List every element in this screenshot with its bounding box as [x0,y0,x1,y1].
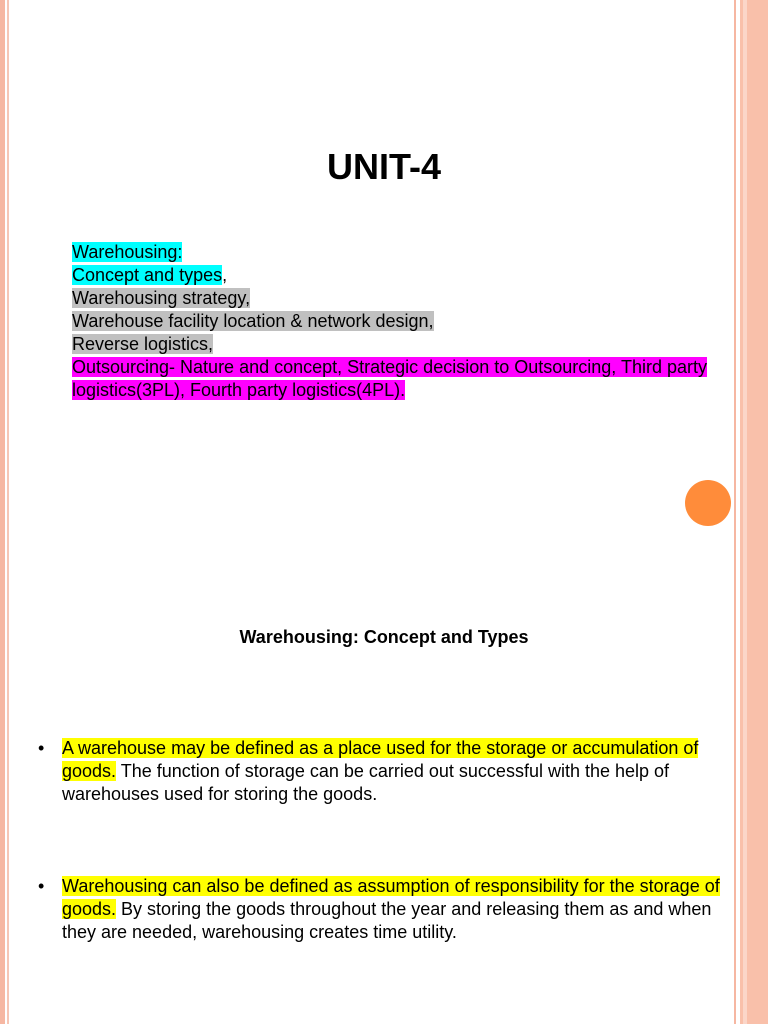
bullet-body: The function of storage can be carried out successful with the help of warehouses used for storing the goods. [62,761,670,804]
topic-strategy: Warehousing strategy, [72,288,251,308]
page-title: UNIT-4 [326,146,441,187]
topic-line [72,310,712,333]
orange-dot-decoration [685,480,731,526]
topic-facility-location: Warehouse facility location & network design, [72,311,434,331]
topic-comma: , [222,265,228,285]
bullet-item [38,875,728,944]
topic-warehousing: Warehousing: [72,242,183,262]
topic-outsourcing: Outsourcing- Nature and concept, Strategic decision to Outsourcing, Third party logistics(3PL), Fourth party logistics(4PL). [72,357,707,400]
section-heading: Warehousing: Concept and Types [239,627,529,647]
bullet-marker: • [38,876,45,896]
topic-list [72,241,712,402]
bullet-highlight: A warehouse may be defined as a place used for the storage or accumulation of goods. [62,738,699,781]
topic-line [72,264,712,287]
topic-concept-types: Concept and types [72,265,223,285]
topic-line [72,333,712,356]
bullet-text [62,875,728,944]
topic-line [72,241,712,264]
topic-line [72,287,712,310]
topic-line [72,356,712,402]
bullet-marker: • [38,738,45,758]
bullet-body: By storing the goods throughout the year and releasing them as and when they are needed, warehousing creates time utility. [62,899,712,942]
bullet-highlight: Warehousing can also be defined as assumption of responsibility for the storage of goods. [62,876,720,919]
bullet-item [38,737,728,806]
bullet-text [62,737,728,806]
topic-reverse-logistics: Reverse logistics, [72,334,214,354]
